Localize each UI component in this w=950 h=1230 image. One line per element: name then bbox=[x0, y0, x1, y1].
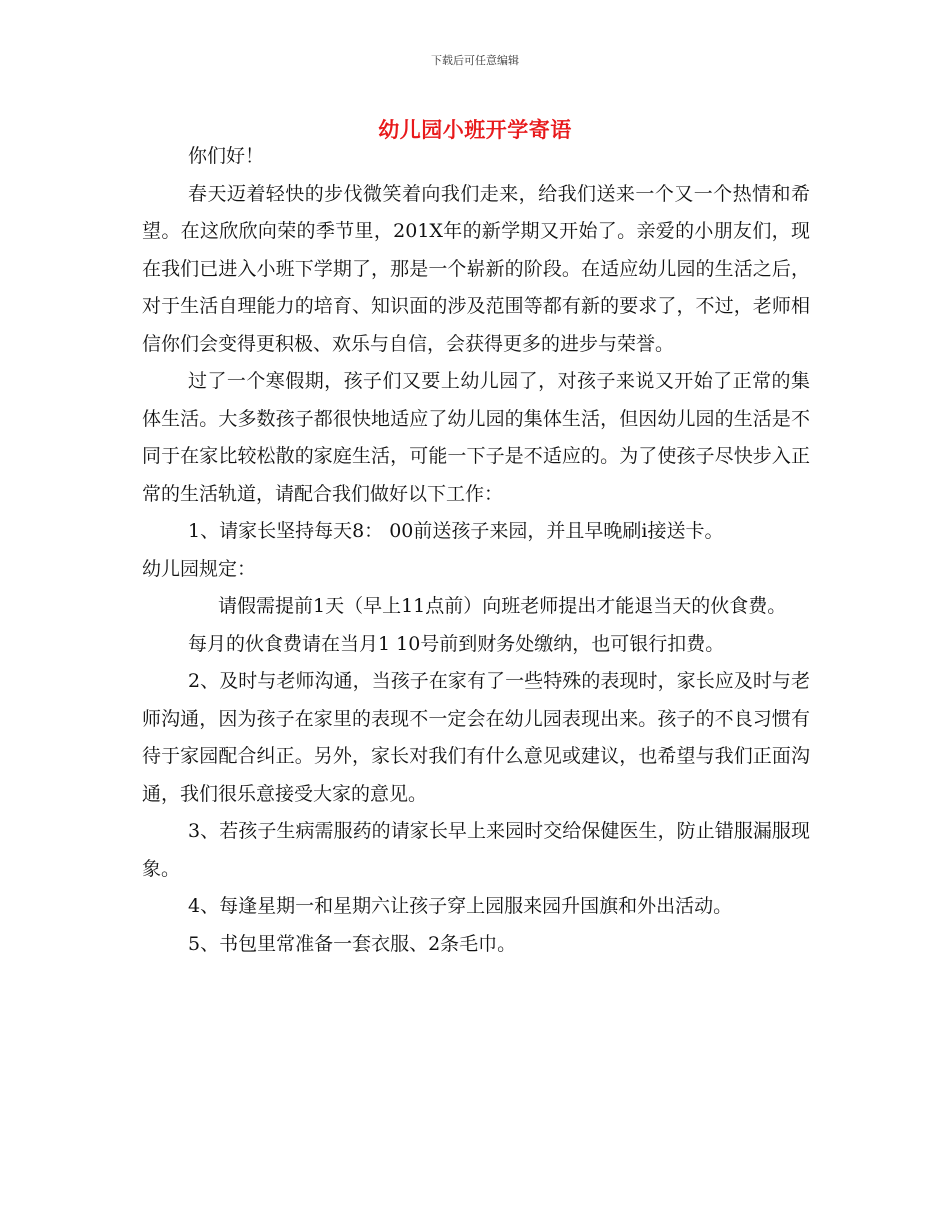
list-item-3: 3、若孩子生病需服药的请家长早上来园时交给保健医生，防止错服漏服现象。 bbox=[142, 820, 810, 880]
paragraph-intro: 春天迈着轻快的步伐微笑着向我们走来，给我们送来一个又一个热情和希望。在这欣欣向荣的季节里，201X年的新学期又开始了。亲爱的小朋友们，现在我们已进入小班下学期了，那是一个崭新的阶段。在适应幼儿园的生活之后，对于生活自理能力的培育、知识面的涉及范围等都有新的要求了，不过，老师相信你们会变得更积极、欢乐与自信，会获得更多的进步与荣誉。 bbox=[142, 182, 810, 355]
paragraph-context: 过了一个寒假期，孩子们又要上幼儿园了，对孩子来说又开始了正常的集体生活。大多数孩子都很快地适应了幼儿园的集体生活，但因幼儿园的生活是不同于在家比较松散的家庭生活，可能一下子是不适应的。为了使孩子尽快步入正常的生活轨道，请配合我们做好以下工作： bbox=[142, 370, 810, 505]
document-title: 幼儿园小班开学寄语 bbox=[378, 117, 572, 142]
page-header: 下载后可任意编辑 bbox=[431, 54, 519, 67]
list-item-5: 5、书包里常准备一套衣服、2条毛巾。 bbox=[188, 932, 517, 955]
rules-heading: 幼儿园规定： bbox=[142, 557, 257, 580]
list-item-2: 2、及时与老师沟通，当孩子在家有了一些特殊的表现时，家长应及时与老师沟通，因为孩子在家里的表现不一定会在幼儿园表现出来。孩子的不良习惯有待于家园配合纠正。另外，家长对我们有什么意见或建议，也希望与我们正面沟通，我们很乐意接受大家的意见。 bbox=[142, 670, 810, 805]
rule-fees: 每月的伙食费请在当月1 10号前到财务处缴纳，也可银行扣费。 bbox=[188, 632, 725, 655]
document-body bbox=[142, 138, 810, 963]
list-item-4: 4、每逢星期一和星期六让孩子穿上园服来园升国旗和外出活动。 bbox=[188, 895, 733, 917]
greeting: 你们好！ bbox=[188, 145, 265, 167]
rule-leave: 请假需提前1天（早上11点前）向班老师提出才能退当天的伙食费。 bbox=[218, 595, 787, 617]
list-item-1: 1、请家长坚持每天8： 00前送孩子来园，并且早晚刷i接送卡。 bbox=[188, 520, 724, 542]
